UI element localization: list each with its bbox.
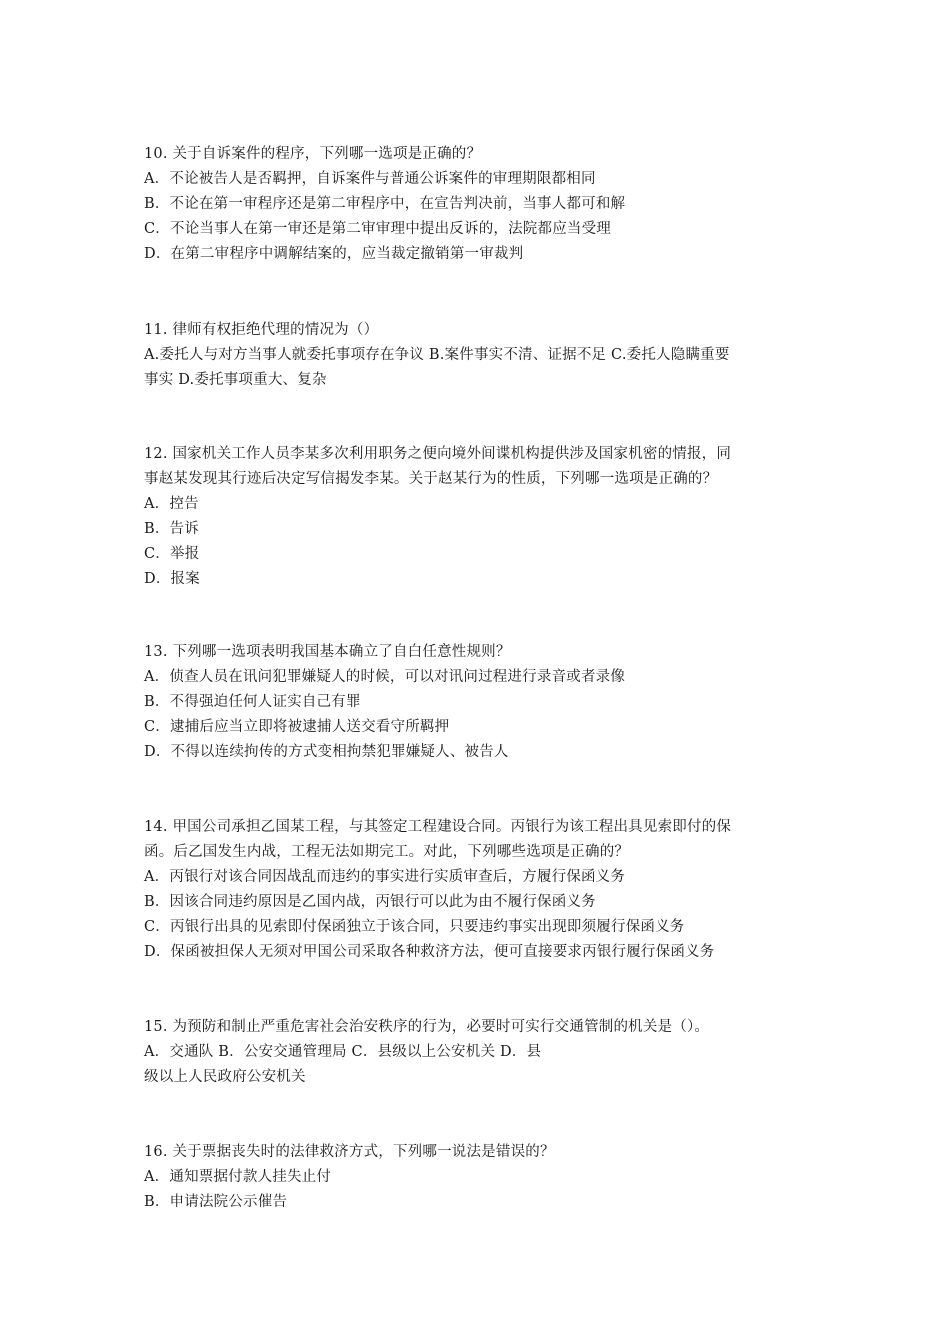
option-c: C．不论当事人在第一审还是第二审审理中提出反诉的，法院都应当受理 [144,221,611,237]
question-16 [144,1140,814,1215]
option-a: A．通知票据付款人挂失止付 [144,1169,332,1185]
question-stem: 11. 律师有权拒绝代理的情况为（） [144,322,379,338]
question-12 [144,442,814,592]
option-c: C．举报 [144,546,200,562]
option-a: A．不论被告人是否羁押，自诉案件与普通公诉案件的审理期限都相同 [144,171,596,187]
question-stem: 13. 下列哪一选项表明我国基本确立了自白任意性规则？ [144,644,511,660]
option-b: B．不得强迫任何人证实自己有罪 [144,694,361,710]
option-b: B．因该合同违约原因是乙国内战，丙银行可以此为由不履行保函义务 [144,894,596,910]
question-stem: 14. 甲国公司承担乙国某工程，与其签定工程建设合同。丙银行为该工程出具见索即付的保 [144,819,732,835]
option-d: D．在第二审程序中调解结案的，应当裁定撤销第一审裁判 [144,246,524,262]
option-b: B．申请法院公示催告 [144,1194,288,1210]
option-d: D．保函被担保人无须对甲国公司采取各种救济方法，便可直接要求丙银行履行保函义务 [144,944,715,960]
options-line-2: 事实 D.委托事项重大、复杂 [144,372,327,388]
question-stem: 12. 国家机关工作人员李某多次利用职务之便向境外间谍机构提供涉及国家机密的情报，同 [144,446,732,462]
question-stem-cont: 事赵某发现其行迹后决定写信揭发李某。关于赵某行为的性质，下列哪一选项是正确的？ [144,471,718,487]
question-stem: 16. 关于票据丧失时的法律救济方式，下列哪一说法是错误的？ [144,1144,555,1160]
question-11 [144,318,814,393]
options-line-1: A.委托人与对方当事人就委托事项存在争议 B.案件事实不清、证据不足 C.委托人隐瞒重要 [144,347,730,363]
options-line-1: A．交通队 B．公安交通管理局 C．县级以上公安机关 D．县 [144,1044,542,1060]
option-a: A．丙银行对该合同因战乱而违约的事实进行实质审查后，方履行保函义务 [144,869,626,885]
option-a: A．控告 [144,496,199,512]
options-line-2: 级以上人民政府公安机关 [144,1069,306,1085]
question-13 [144,640,814,765]
option-c: C．逮捕后应当立即将被逮捕人送交看守所羁押 [144,719,450,735]
option-b: B．告诉 [144,521,199,537]
question-stem: 15. 为预防和制止严重危害社会治安秩序的行为，必要时可实行交通管制的机关是（）。 [144,1019,710,1035]
option-d: D．报案 [144,571,200,587]
option-d: D．不得以连续拘传的方式变相拘禁犯罪嫌疑人、被告人 [144,744,509,760]
question-14 [144,815,814,965]
question-stem: 10. 关于自诉案件的程序，下列哪一选项是正确的？ [144,146,482,162]
question-stem-cont: 函。后乙国发生内战，工程无法如期完工。对此，下列哪些选项是正确的？ [144,844,630,860]
option-b: B．不论在第一审程序还是第二审程序中，在宣告判决前，当事人都可和解 [144,196,626,212]
question-10 [144,142,814,267]
option-a: A．侦查人员在讯问犯罪嫌疑人的时候，可以对讯问过程进行录音或者录像 [144,669,626,685]
option-c: C．丙银行出具的见索即付保函独立于该合同，只要违约事实出现即须履行保函义务 [144,919,685,935]
question-15 [144,1015,814,1090]
